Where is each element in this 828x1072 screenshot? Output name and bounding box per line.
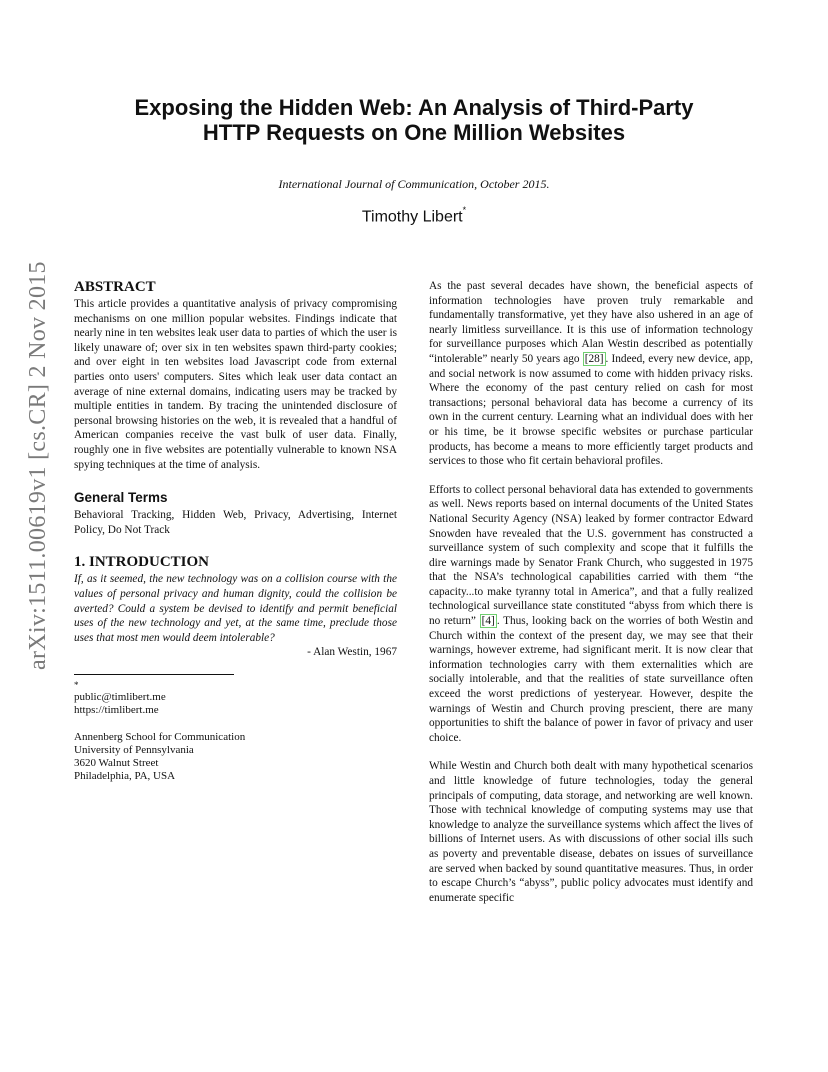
abstract-heading: ABSTRACT [74, 279, 156, 295]
westin-quote: If, as it seemed, the new technology was on a collision course with the values of personal privacy and human dignity, could the collision be averted? Could a system be devised to identify and permit beneficial uses of the new technology and yet, at the same time, preclude those uses that most men would deem intolerable? [74, 573, 397, 644]
paper-title [80, 95, 748, 145]
author-line [80, 207, 748, 226]
title-line-2: HTTP Requests on One Million Websites [202, 120, 626, 145]
body-paragraph-1 [429, 279, 753, 469]
introduction-heading: 1. INTRODUCTION [74, 554, 210, 571]
footnote-email[interactable]: public@timlibert.me [74, 690, 166, 703]
body-paragraph-2 [429, 483, 753, 746]
right-column [429, 279, 753, 905]
affiliation-line: Annenberg School for Communication [74, 730, 246, 743]
footnote-mark: * [74, 679, 79, 690]
footnote-rule [74, 674, 234, 675]
arxiv-identifier-stamp: arXiv:1511.00619v1 [cs.CR] 2 Nov 2015 [25, 261, 51, 670]
paragraph-text: . Indeed, every new device, app, and social network is now assumed to come with hidden privacy risks. Where the economy of the past century relied on cash for most transactions; personal behavioral data has become a currency of its own in the current century. Learning what an individual does with her or his time, be it browse specific websites or purchase particular products, has become a means to more efficiently target products and services to those who fit certain behavioral profiles. [429, 352, 753, 468]
general-terms-text: Behavioral Tracking, Hidden Web, Privacy, Advertising, Internet Policy, Do Not Track [74, 509, 397, 536]
paragraph-text: . Thus, looking back on the worries of both Westin and Church within the context of the present day, we may see that their warnings, however extreme, had significant merit. It is now clear that information technologies carry with them externalities which are socially intolerable, and that the realities of state surveillance often exceed the worst predictions of yesteryear. However, despite the warnings of Westin and Church proving prescient, there are many opportunities to shift the balance of power in favor of privacy and user choice. [429, 615, 753, 744]
title-line-1: Exposing the Hidden Web: An Analysis of Third-Party [134, 95, 694, 120]
citation-link[interactable]: [4] [481, 615, 495, 628]
abstract-text: This article provides a quantitative analysis of privacy compromising mechanisms on one million popular websites. Findings indicate that nearly nine in ten websites leak user data to parties of which the user is likely unaware of; over six in ten websites spawn third-party cookies; and over eight in ten websites load Javascript code from external parties onto users' computers. Sites which leak user data contact an average of nine external domains, indicating users may be tracked by multiple entities in tandem. By tracing the unintended disclosure of personal browsing histories on the web, it is revealed that a handful of American companies receive the vast bulk of user data. Finally, roughly one in five websites are potentially vulnerable to known NSA spying techniques at the time of analysis. [74, 298, 397, 471]
author-name: Timothy Libert [361, 208, 463, 226]
affiliation-line: Philadelphia, PA, USA [74, 769, 176, 782]
affiliation-line: University of Pennsylvania [74, 743, 194, 756]
footnote [74, 679, 397, 783]
author-footnote-mark[interactable]: * [462, 205, 467, 215]
paragraph-text: Efforts to collect personal behavioral data has extended to governments as well. News reports based on internal documents of the United States National Security Agency (NSA) leaked by former contractor Edward Snowden have revealed that the U.S. government has constructed a surveillance system of such complexity and scope that it fulfills the dire warnings made by Senator Frank Church, who suggested in 1975 that the NSA’s technological capabilities carried with them “the capacity...to make tyranny total in America”, and that a fully realized technological surveillance state constituted “abyss from which there is no return” [429, 483, 753, 628]
left-column [74, 279, 397, 783]
paragraph-text: As the past several decades have shown, the beneficial aspects of information technologies have proven truly remarkable and fundamentally transformative, yet they have also ushered in an age of nearly limitless surveillance. It is this use of information technology for surveillance purposes which Alan Westin described as potentially “intolerable” nearly 50 years ago [429, 280, 753, 365]
journal-line: International Journal of Communication, October 2015. [278, 177, 550, 191]
body-paragraph-3: While Westin and Church both dealt with many hypothetical scenarios and little knowledge of future technologies, today the general principals of computing, data storage, and networking are well known. Those with technical knowledge of computing systems may use that knowledge to analyze the surveillance systems which affect the lives of billions of Internet users. As with discussions of other social ills such as poverty and preventable disease, debates on issues of surveillance are served when backed by sound quantitative measures. Thus, in order to escape Church’s “abyss”, public policy advocates must identify and enumerate specific [429, 760, 753, 904]
footnote-url[interactable]: https://timlibert.me [74, 703, 159, 716]
general-terms-heading: General Terms [74, 490, 168, 506]
affiliation-line: 3620 Walnut Street [74, 756, 159, 769]
citation-link[interactable]: [28] [584, 352, 604, 365]
quote-attribution: - Alan Westin, 1967 [307, 646, 397, 659]
